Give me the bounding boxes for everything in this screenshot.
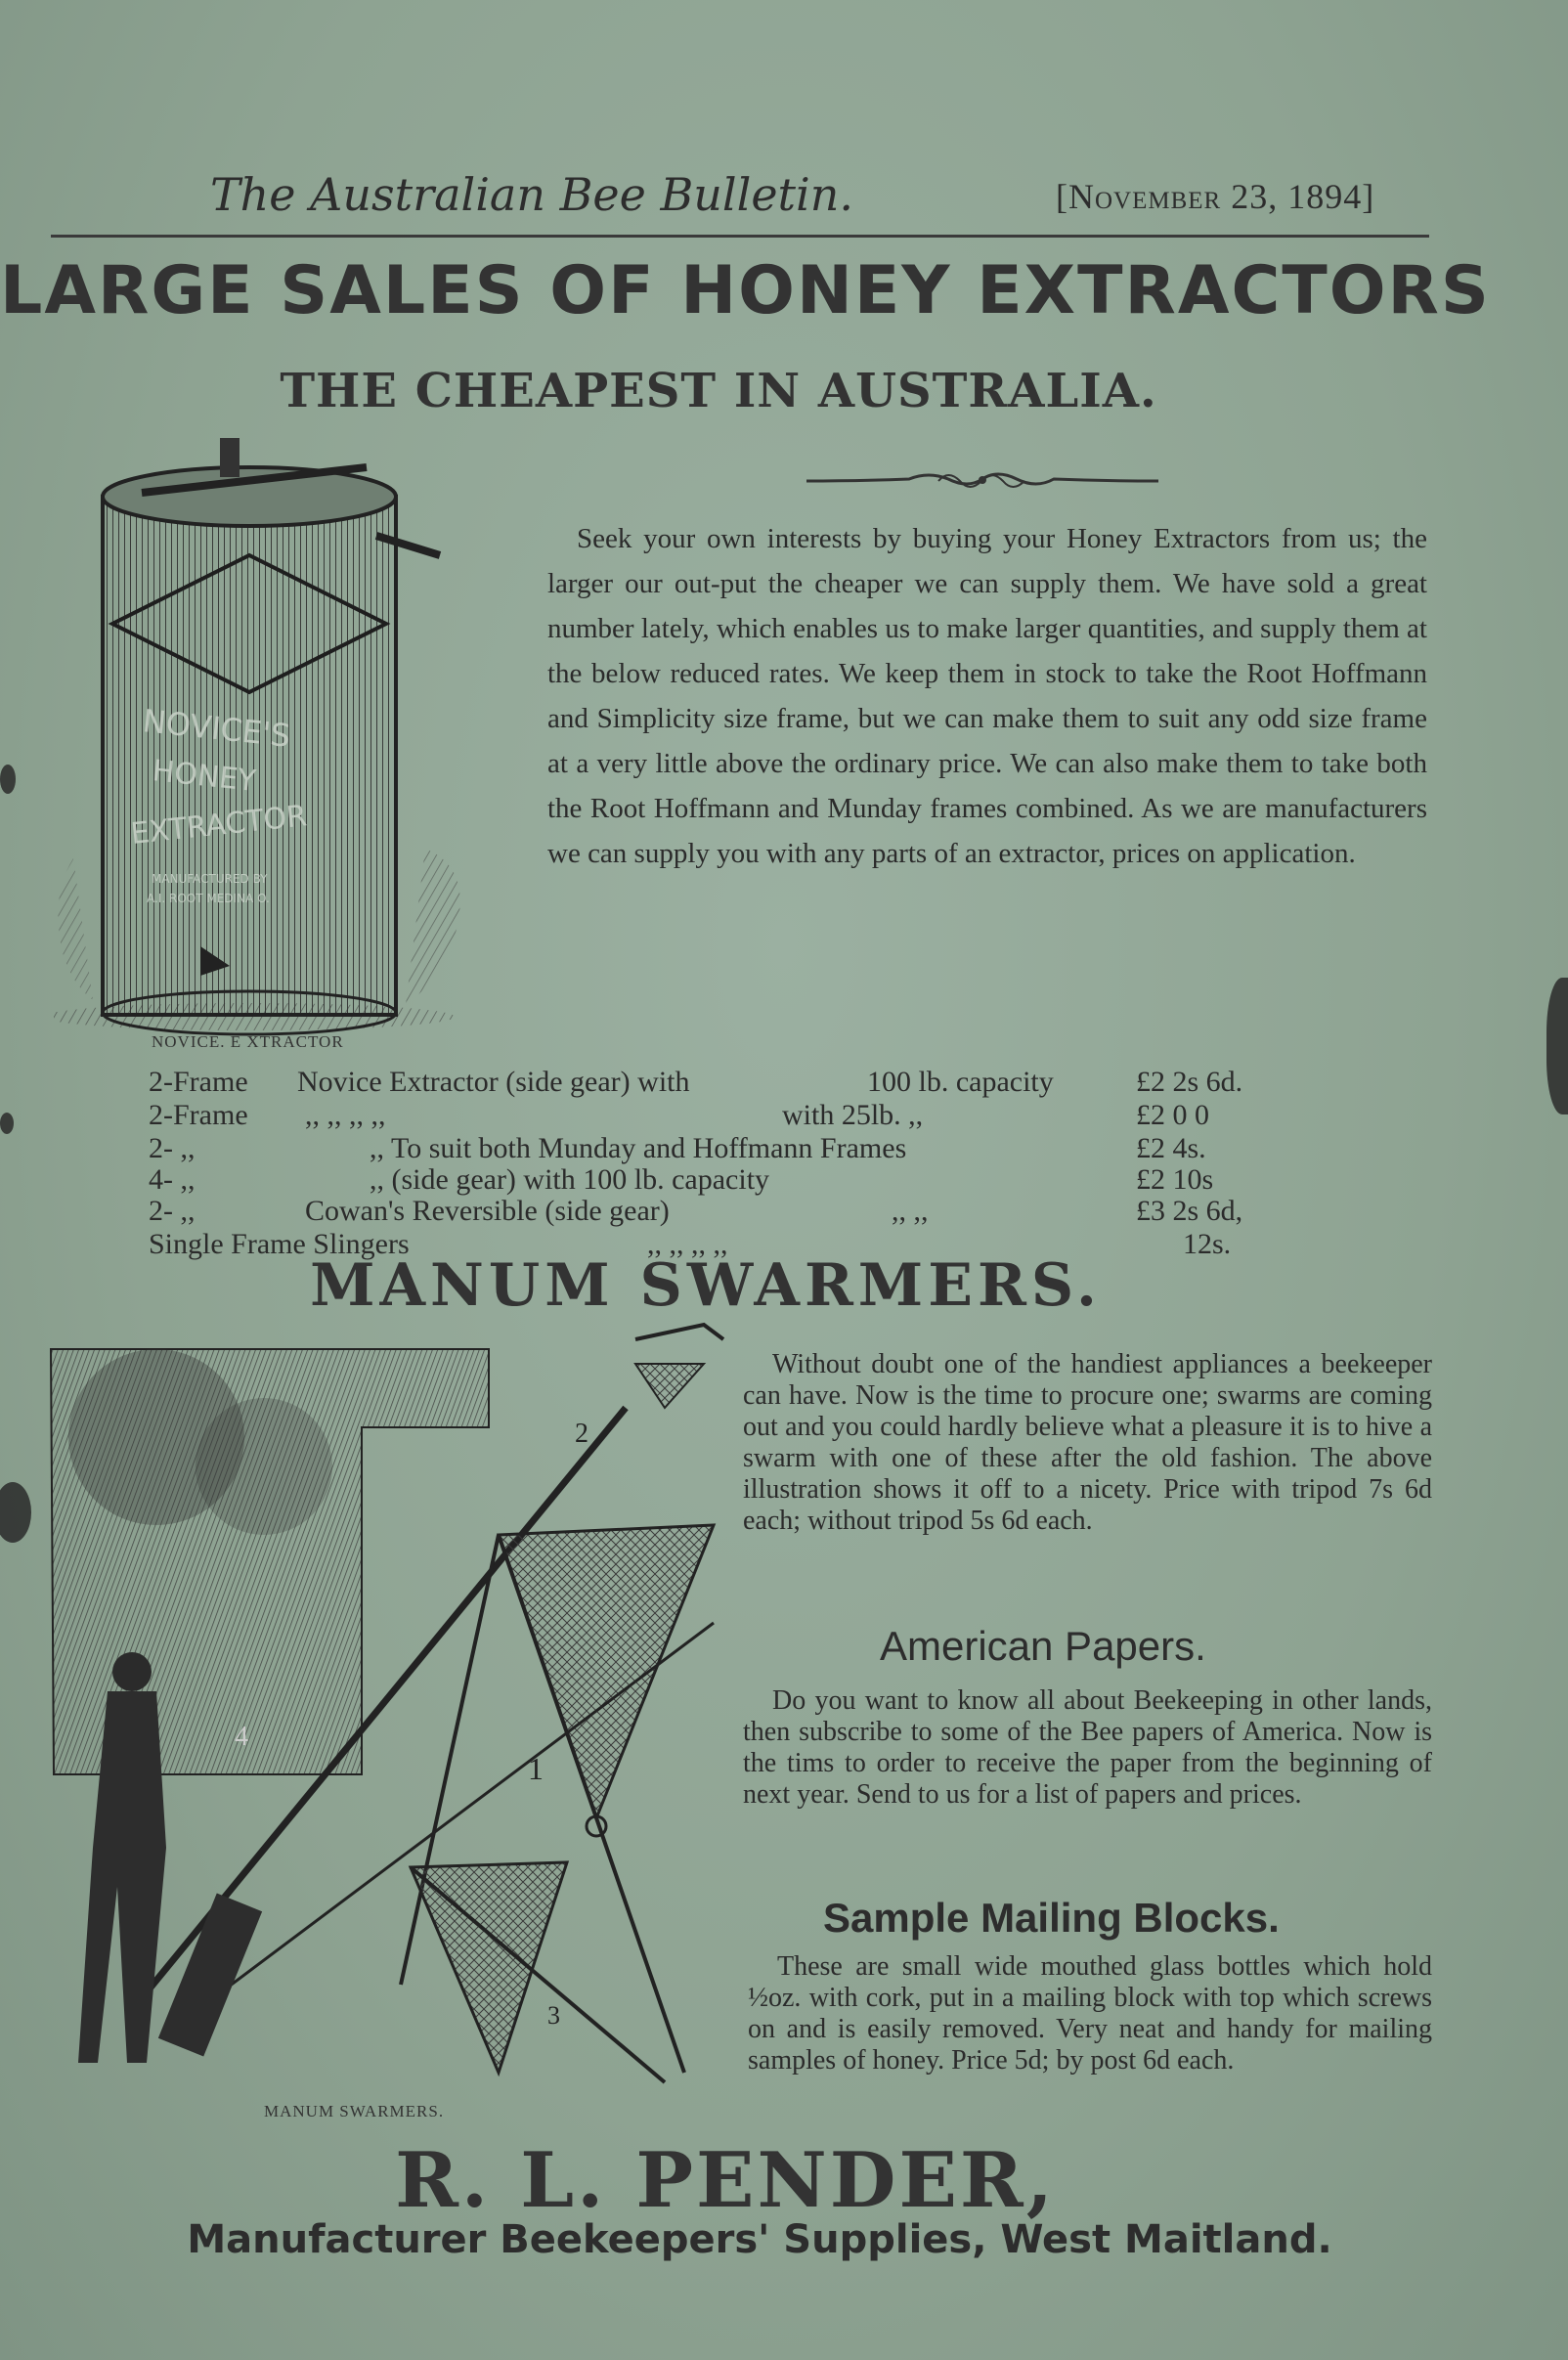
manum-swarmer-illustration [39, 1300, 743, 2102]
extractor-label-1: NOVICE'S [141, 702, 292, 755]
mailing-blocks-title: Sample Mailing Blocks. [823, 1895, 1280, 1941]
mailing-blocks-paragraph: These are small wide mouthed glass bottles which hold ½oz. with cork, put in a mailing block with top which screws on and is easily removed. Very neat and handy for mailing samples of honey. Price 5d; by post 6d each. [748, 1951, 1432, 2076]
price-item-price: £2 0 0 [1136, 1099, 1209, 1131]
price-item-price: £2 10s [1136, 1163, 1214, 1196]
honey-extractor-illustration [54, 438, 484, 1036]
price-item-desc: ,, ,, ,, ,, [305, 1099, 386, 1131]
price-item-price: £2 4s. [1136, 1132, 1206, 1164]
binding-hole [0, 765, 16, 794]
binding-hole [0, 1113, 14, 1134]
price-item-frames: 2- ,, [149, 1132, 196, 1164]
american-papers-paragraph: Do you want to know all about Beekeeping in other lands, then subscribe to some of the Bee papers of America. Now is the tims to order to receive the paper from the beginning of next year. Send to us for a list of papers and prices. [743, 1685, 1432, 1810]
price-item-desc: Novice Extractor (side gear) with [297, 1066, 690, 1098]
swarmers-paragraph: Without doubt one of the handiest appliances a beekeeper can have. Now is the time to procure one; swarms are coming out and you could hardly believe what a pleasure it is to hive a swarm with one of these after the old fashion. The above illustration shows it off to a nicety. Price with tripod 7s 6d each; without tripod 5s 6d each. [743, 1349, 1432, 1536]
swarmers-caption: MANUM SWARMERS. [264, 2102, 445, 2120]
price-item-capacity: 100 lb. capacity [867, 1066, 1054, 1098]
figure-label-2: 2 [575, 1419, 588, 1449]
advert-subheadline: THE CHEAPEST IN AUSTRALIA. [280, 364, 1157, 418]
extractor-label-4: MANUFACTURED BY [152, 872, 268, 886]
extractor-label-3: EXTRACTOR [129, 799, 309, 852]
price-item-price: £2 2s 6d. [1136, 1066, 1243, 1098]
advertiser-name: R. L. PENDER, [395, 2136, 1056, 2225]
issue-date: [November 23, 1894] [1056, 177, 1375, 216]
journal-title: The Australian Bee Bulletin. [210, 168, 853, 221]
extractor-caption: NOVICE. E XTRACTOR [152, 1032, 344, 1051]
price-item-frames: Single Frame Slingers [149, 1228, 410, 1260]
ornament-flourish [802, 467, 1163, 495]
figure-label-1: 1 [528, 1751, 544, 1786]
extractor-label-2: HONEY [151, 754, 258, 800]
price-item-desc: ,, ,, ,, ,, [647, 1228, 728, 1260]
binding-hole [0, 1482, 31, 1543]
swarmers-title: MANUM SWARMERS. [310, 1251, 1102, 1320]
price-item-price: £3 2s 6d, [1136, 1195, 1243, 1227]
american-papers-title: American Papers. [880, 1623, 1206, 1669]
advert-headline: LARGE SALES OF HONEY EXTRACTORS [0, 252, 1491, 329]
intro-paragraph: Seek your own interests by buying your Honey Extractors from us; the larger our out-put the cheaper we can supply them. We have sold a great number lately, which enables us to make larger quantities, and supply them at the below reduced rates. We keep them in stock to take the Root Hoffmann and Simplicity size frame, but we can make them to suit any odd size frame at a very little above the ordinary price. We can also make them to take both the Root Hoffmann and Munday frames combined. As we are manufacturers we can supply you with any parts of an extractor, prices on application. [547, 523, 1427, 869]
figure-label-4: 4 [235, 1722, 248, 1752]
price-item-frames: 4- ,, [149, 1163, 196, 1196]
price-item-capacity: with 25lb. ,, [782, 1099, 924, 1131]
edge-tear [1546, 978, 1568, 1114]
price-item-frames: 2- ,, [149, 1195, 196, 1227]
price-item-desc: ,, To suit both Munday and Hoffmann Frames [370, 1132, 907, 1164]
price-item-frames: 2-Frame [149, 1099, 248, 1131]
price-item-desc: ,, (side gear) with 100 lb. capacity [370, 1163, 770, 1196]
price-item-price: 12s. [1183, 1228, 1232, 1260]
price-item-capacity: ,, ,, [892, 1195, 929, 1227]
figure-label-3: 3 [547, 2001, 560, 2030]
header-rule [51, 235, 1429, 238]
price-item-frames: 2-Frame [149, 1066, 248, 1098]
extractor-label-5: A.I. ROOT MEDINA O. [147, 892, 270, 905]
advertiser-tagline: Manufacturer Beekeepers' Supplies, West Maitland. [187, 2217, 1332, 2262]
price-item-desc: Cowan's Reversible (side gear) [305, 1195, 670, 1227]
